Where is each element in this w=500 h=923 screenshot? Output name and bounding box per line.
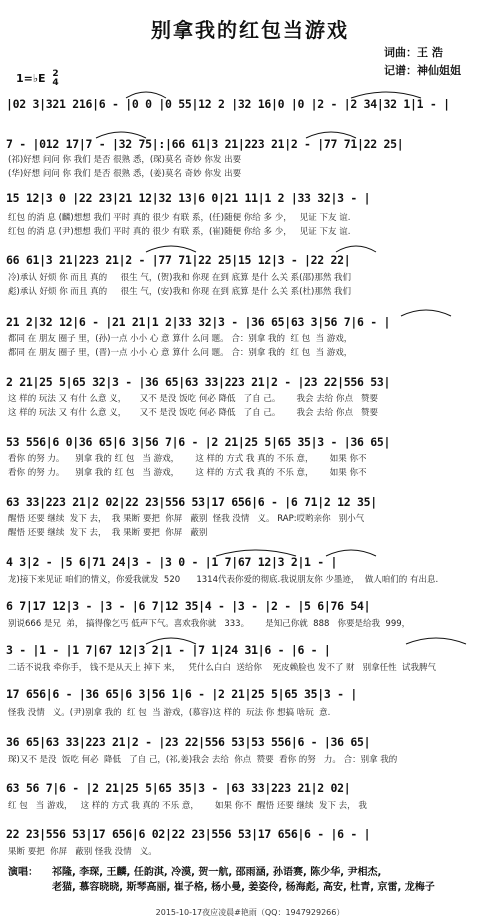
lyric-line: 龙)接下来见证 咱们的情义，你爱我就发 520 1314代表你爱的彻底.我说朋友你 少墨迹， 做人咱们的 有出息. xyxy=(8,575,439,585)
lyric-line: 都同 在 朋友 圈子 里，(晋)一点 小小 心 意 算什 么问 题。 合：别拿 我的 红 包 当 游戏， xyxy=(8,348,353,358)
lyric-line: 这 样的 玩法 又 有什 么意 义， 又不 是没 饭吃 何必 降低 了自 己。 我会 去给 你点 赞要 xyxy=(8,394,379,404)
notation-row: 63 33|223 21|2 02|22 23|556 53|17 656|6 - |6 71|2 12 35| xyxy=(6,495,377,509)
transcription-footer: 2015-10-17夜应凌晨#艳雨（QQ：1947929266） xyxy=(155,908,345,917)
lyric-line: 看你 的努 力。 别拿 我的 红 包 当 游戏， 这 样的 方式 我 真的 不乐 意， 如果 你不 xyxy=(8,454,367,464)
notation-row: 15 12|3 0 |22 23|21 12|32 13|6 0|21 11|1 2 |33 32|3 - | xyxy=(6,191,371,205)
key-signature xyxy=(16,70,59,88)
lyric-line: 红包 的消 息 (麟)想想 我们 平时 真的 很少 有联 系，(任)随便 你给 多 少， 见证 下友 谊. xyxy=(8,213,351,223)
song-title: 别拿我的红包当游戏 xyxy=(151,18,349,42)
key-label: 1=♭E xyxy=(16,72,46,85)
lyric-line: 琛)又不 是没 饭吃 何必 降低 了自 己，(祁,姜)我会 去给 你点 赞要 看你 的努 力。 合：别拿 我的 xyxy=(8,755,398,765)
lyric-line: 冷)承认 好烦 你 而且 真的 很生 气，(贺)我和 你现 在到 底算 是什 么关 系(邵)那然 我们 xyxy=(8,273,352,283)
lyric-line: 红 包 当 游戏， 这 样的 方式 我 真的 不乐 意， 如果 你不 醒悟 还要 继续 发下 去， 我 xyxy=(8,801,367,811)
notation-row: 4 3|2 - |5 6|71 24|3 - |3 0 - |1 7|67 12|3 2|1 - | xyxy=(6,555,338,569)
lyric-line: (华)好想 问问 你 我们 是否 很熟 悉，(姜)莫名 奇妙 你发 出要 xyxy=(8,169,242,179)
lyric-line: 红包 的消 息 (尹)想想 我们 平时 真的 很少 有联 系，(崔)随便 你给 多 少， 见证 下友 谊. xyxy=(8,227,351,237)
notation-row: 6 7|17 12|3 - |3 - |6 7|12 35|4 - |3 - |2 - |5 6|76 54| xyxy=(6,599,371,613)
lyric-line: 别说666 是兄 弟， 搞得像乞丐 低声下气。喜欢我你就 333。 是知己你就 888 你要是给我 999， xyxy=(8,619,411,629)
cast-line: 老猫, 慕容晓晓, 斯琴高丽, 崔子格, 杨小曼, 姜姿伶, 杨海彪, 高安, 杜青, 京雷, 龙梅子 xyxy=(52,882,435,893)
lyric-line: 看你 的努 力。 别拿 我的 红 包 当 游戏， 这 样的 方式 我 真的 不乐 意， 如果 你不 xyxy=(8,468,367,478)
credit-lyrics-music: 词曲：王 浩 xyxy=(384,46,443,59)
notation-row: 22 23|556 53|17 656|6 02|22 23|556 53|17 656|6 - |6 - | xyxy=(6,827,371,841)
notation-row: 53 556|6 0|36 65|6 3|56 7|6 - |2 21|25 5|65 35|3 - |36 65| xyxy=(6,435,391,449)
lyric-line: 醒悟 还要 继续 发下 去， 我 果断 要把 你屏 蔽别 怪我 没情 义。 RAP:哎哟亲你 别小气 xyxy=(8,514,365,524)
lyric-line: (祁)好想 问问 你 我们 是否 很熟 悉，(琛)莫名 奇妙 你发 出要 xyxy=(8,155,242,165)
notation-row: 17 656|6 - |36 65|6 3|56 1|6 - |2 21|25 5|65 35|3 - | xyxy=(6,687,358,701)
lyric-line: 怪我 没情 义。(尹)别拿 我的 红 包 当 游戏，(慕容)这 样的 玩法 你 想搞 啥玩 意. xyxy=(8,708,331,718)
cast-line: 祁隆, 李琛, 王麟, 任韵淇, 冷漠, 贺一航, 邵雨涵, 孙语赛, 陈少华, 尹相杰, xyxy=(52,867,382,878)
notation-row: 21 2|32 12|6 - |21 21|1 2|33 32|3 - |36 65|63 3|56 7|6 - | xyxy=(6,315,391,329)
notation-row: 7 - |012 17|7 - |32 75|:|66 61|3 21|223 21|2 - |77 71|22 25| xyxy=(6,137,404,151)
lyric-line: 都同 在 朋友 圈子 里，(孙)一点 小小 心 意 算什 么问 题。 合：别拿 我的 红 包 当 游戏， xyxy=(8,334,353,344)
notation-row: 3 - |1 - |1 7|67 12|3 2|1 - |7 1|24 31|6 - |6 - | xyxy=(6,643,331,657)
notation-row: 2 21|25 5|65 32|3 - |36 65|63 33|223 21|2 - |23 22|556 53| xyxy=(6,375,391,389)
notation-row: 66 61|3 21|223 21|2 - |77 71|22 25|15 12|3 - |22 22| xyxy=(6,253,351,267)
lyric-line: 二话不说我 牵你手， 钱不是从天上 掉下 来， 凭什么白白 送给你 死皮赖脸也 发不了 财 别拿任性 试我脾气 xyxy=(8,663,437,673)
cast-label: 演唱： xyxy=(8,867,38,878)
time-signature xyxy=(52,70,58,88)
notation-row: 36 65|63 33|223 21|2 - |23 22|556 53|53 556|6 - |36 65| xyxy=(6,735,371,749)
lyric-line: 醒悟 还要 继续 发下 去， 我 果断 要把 你屏 蔽别 xyxy=(8,528,208,538)
notation-row: |02 3|321 216|6 - |0 0 |0 55|12 2 |32 16|0 |0 |2 - |2 34|32 1|1 - | xyxy=(6,97,450,111)
lyric-line: 这 样的 玩法 又 有什 么意 义， 又不 是没 饭吃 何必 降低 了自 己。 我会 去给 你点 赞要 xyxy=(8,408,379,418)
notation-row: 63 56 7|6 - |2 21|25 5|65 35|3 - |63 33|223 21|2 02| xyxy=(6,781,351,795)
credit-transcriber: 记谱：神仙姐姐 xyxy=(384,64,461,77)
meter-top: 2 xyxy=(52,69,59,79)
lyric-line: 果断 要把 你屏 蔽别 怪我 没情 义。 xyxy=(8,847,157,857)
meter-bottom: 4 xyxy=(52,78,59,88)
lyric-line: 彪)承认 好烦 你 而且 真的 很生 气，(安)我和 你现 在到 底算 是什 么关 系(杜)那然 我们 xyxy=(8,287,352,297)
